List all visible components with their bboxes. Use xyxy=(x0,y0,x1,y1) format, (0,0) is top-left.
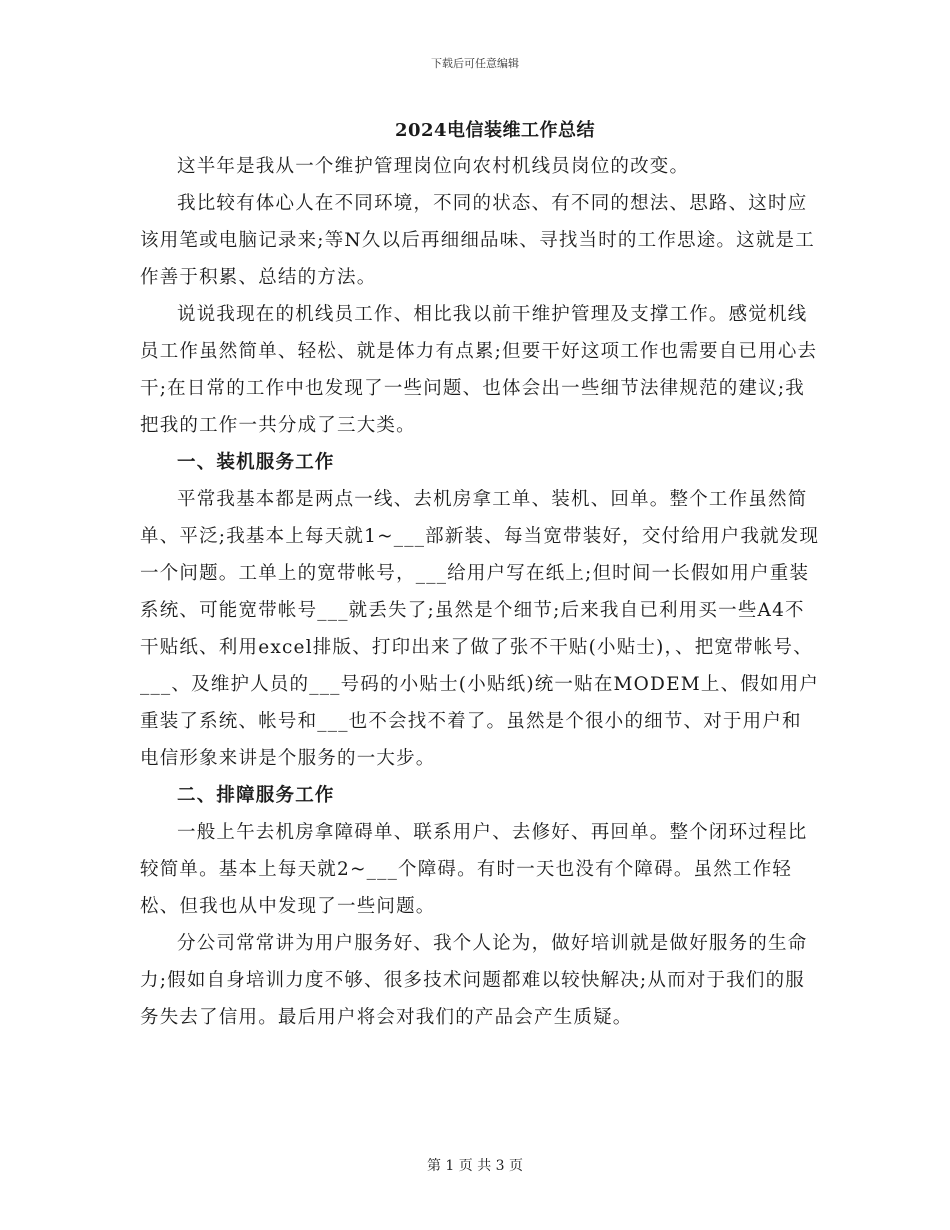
paragraph-training: 分公司常常讲为用户服务好、我个人论为，做好培训就是做好服务的生命力;假如自身培训力度不够、很多技术问题都难以较快解决;从而对于我们的服务失去了信用。最后用户将会对我们的产品会产生质疑。 xyxy=(140,933,808,1028)
header-note: 下载后可任意编辑 xyxy=(431,57,519,70)
paragraph-experience: 我比较有体心人在不同环境，不同的状态、有不同的想法、思路、这时应该用笔或电脑记录来;等N久以后再细细品味、寻找当时的工作思途。这就是工作善于积累、总结的方法。 xyxy=(140,193,815,288)
document-body xyxy=(140,148,820,1036)
paragraph-troubleshooting: 一般上午去机房拿障碍单、联系用户、去修好、再回单。整个闭环过程比较简单。基本上每天就2~___个障碍。有时一天也没有个障碍。虽然工作轻松、但我也从中发现了一些问题。 xyxy=(140,822,808,917)
paragraph-intro: 这半年是我从一个维护管理岗位向农村机线员岗位的改变。 xyxy=(177,156,690,177)
page-number: 第 1 页 共 3 页 xyxy=(426,1158,524,1174)
paragraph-installation: 平常我基本都是两点一线、去机房拿工单、装机、回单。整个工作虽然简单、平泛;我基本上每天就1~___部新装、每当宽带装好，交付给用户我就发现一个问题。工单上的宽带帐号，___给用户写在纸上;但时间一长假如用户重装系统、可能宽带帐号___就丢失了;虽然是个细节;后来我自已利用买一些A4不干贴纸、利用excel排版、打印出来了做了张不干贴(小贴士)，、把宽带帐号、___、及维护人员的___号码的小贴士(小贴纸)统一贴在MODEM上、假如用户重装了系统、帐号和___也不会找不着了。虽然是个很小的细节、对于用户和电信形象来讲是个服务的一大步。 xyxy=(140,489,820,769)
document-title: 2024电信装维工作总结 xyxy=(394,120,596,141)
section-heading-installation: 一、装机服务工作 xyxy=(177,452,335,473)
section-heading-troubleshooting: 二、排障服务工作 xyxy=(177,785,335,806)
paragraph-current-work: 说说我现在的机线员工作、相比我以前干维护管理及支撑工作。感觉机线员工作虽然简单、轻松、就是体力有点累;但要干好这项工作也需要自已用心去干;在日常的工作中也发现了一些问题、也体会出一些细节法律规范的建议;我把我的工作一共分成了三大类。 xyxy=(140,304,818,436)
